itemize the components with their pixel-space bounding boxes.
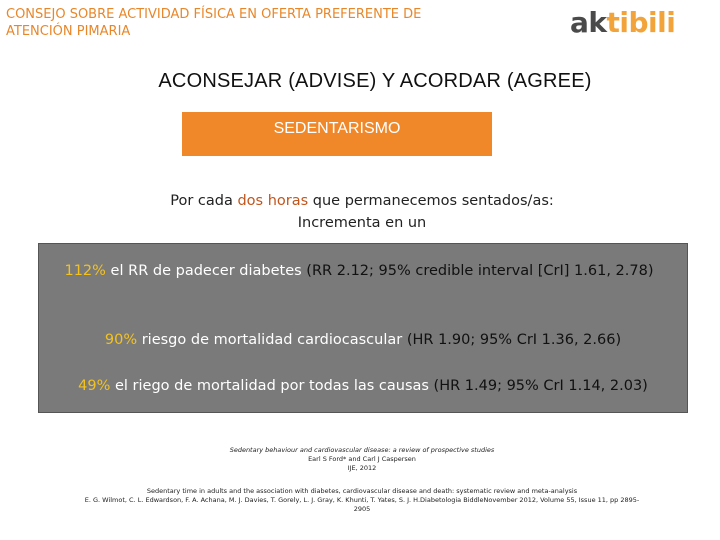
sedentarismo-badge: SEDENTARISMO: [182, 112, 492, 156]
intro-text: [0, 190, 720, 234]
reference-title: Sedentary time in adults and the association with diabetes, cardiovascular disease and death: systematic review and meta-analysis: [146, 487, 578, 495]
main-title: ACONSEJAR (ADVISE) Y ACORDAR (AGREE): [158, 70, 592, 92]
stat-pct: 90%: [104, 332, 138, 348]
reference-authors: Earl S Ford* and Carl J Caspersen: [308, 455, 416, 463]
reference-journal: IJE, 2012: [347, 464, 377, 472]
reference-title: Sedentary behaviour and cardiovascular disease: a review of prospective studies: [229, 446, 495, 454]
intro-post: que permanecemos sentados/as:: [308, 193, 554, 209]
stat-detail: (HR 1.49; 95% CrI 1.14, 2.03): [428, 378, 648, 394]
stat-label: riesgo de mortalidad cardiocascular: [137, 332, 403, 348]
reference-pages: 2905: [353, 505, 371, 513]
logo-part3: ibili: [619, 6, 676, 39]
intro-line1: [0, 190, 720, 212]
stat-pct: 49%: [78, 378, 111, 394]
header-title-line1: CONSEJO SOBRE ACTIVIDAD FÍSICA EN OFERTA PREFERENTE DE: [6, 7, 422, 22]
stats-box: [38, 243, 688, 413]
reference-1: [0, 446, 720, 473]
stat-diabetes: [49, 262, 669, 281]
aktibili-logo: [570, 6, 675, 40]
stat-label: el riego de mortalidad por todas las causas: [110, 378, 429, 394]
stat-pct: 112%: [64, 263, 106, 279]
intro-line2: Incrementa en un: [297, 215, 427, 231]
header-title-line2: ATENCIÓN PIMARIA: [6, 24, 131, 39]
stat-cardiovascular: [39, 331, 687, 350]
logo-part1: ak: [570, 6, 607, 39]
stat-label: el RR de padecer diabetes: [105, 263, 302, 279]
logo-part2: t: [606, 6, 620, 39]
stat-detail: (HR 1.90; 95% CrI 1.36, 2.66): [402, 332, 622, 348]
stat-all-cause: [39, 377, 687, 396]
slide-header-title: [6, 6, 526, 40]
intro-highlight: dos horas: [237, 193, 309, 209]
stat-detail: (RR 2.12; 95% credible interval [CrI] 1.61, 2.78): [301, 263, 654, 279]
reference-2: [0, 487, 720, 514]
intro-pre: Por cada: [170, 193, 238, 209]
reference-authors: E. G. Wilmot, C. L. Edwardson, F. A. Achana, M. J. Davies, T. Gorely, L. J. Gray, K. Khunti, T. Yates, S. J. H.Diabetologia BiddleNovember 2012, Volume 55, Issue 11, pp 2895-: [84, 496, 640, 504]
